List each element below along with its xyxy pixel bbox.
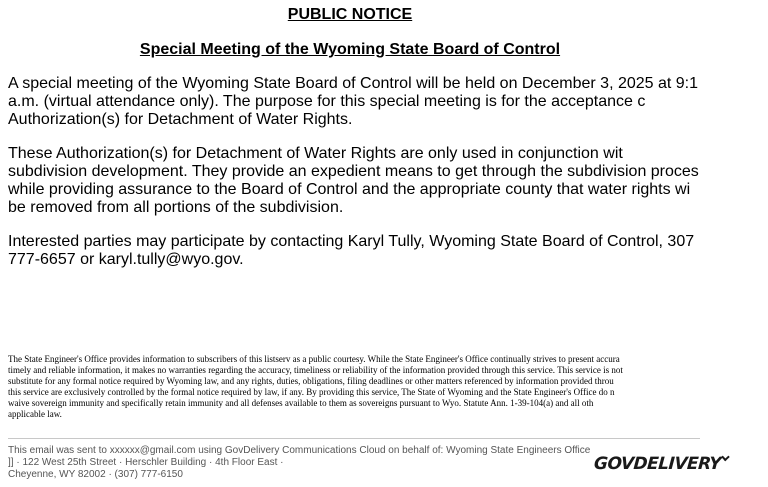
notice-heading: PUBLIC NOTICE xyxy=(287,6,413,23)
disclaimer-line: waive sovereign immunity and specifically retain immunity and all defenses available to them as sovereigns pursuant to Wyo. Statute Ann. 1-39-104(a) and all oth xyxy=(8,398,594,408)
govdelivery-logo-text: GOVDELIVERY xyxy=(593,454,722,474)
paragraph-meeting-announcement xyxy=(8,75,768,129)
footer-sent-to: This email was sent to xxxxxx@gmail.com using GovDelivery Communications Cloud on behalf of: Wyoming State Engineers Office xyxy=(8,445,591,456)
disclaimer-line: applicable law. xyxy=(8,409,62,419)
notice-subheading: Special Meeting of the Wyoming State Board of Control xyxy=(139,41,561,58)
paragraph-contact xyxy=(8,233,768,269)
paragraph-line: be removed from all portions of the subdivision. xyxy=(8,199,344,216)
paragraph-line: Interested parties may participate by contacting Karyl Tully, Wyoming State Board of Control, 307 xyxy=(8,233,695,250)
paragraph-line: subdivision development. They provide an expedient means to get through the subdivision proces xyxy=(8,163,699,180)
disclaimer-text xyxy=(8,354,768,420)
disclaimer-line: substitute for any formal notice required by Wyoming law, and any rights, duties, obligations, filing deadlines or other matters referenced by information provided throu xyxy=(8,376,614,386)
check-icon xyxy=(721,453,729,461)
paragraph-line: a.m. (virtual attendance only). The purpose for this special meeting is for the acceptance c xyxy=(8,93,646,110)
paragraph-line: 777-6657 or karyl.tully@wyo.gov. xyxy=(8,251,244,268)
footer xyxy=(8,445,608,481)
footer-city-phone: Cheyenne, WY 82002 · (307) 777-6150 xyxy=(8,469,183,480)
paragraph-line: These Authorization(s) for Detachment of Water Rights are only used in conjunction wit xyxy=(8,145,623,162)
paragraph-line: while providing assurance to the Board of Control and the appropriate county that water rights wi xyxy=(8,181,691,198)
footer-divider xyxy=(8,438,700,439)
disclaimer-line: timely and reliable information, it makes no warranties regarding the accuracy, timeliness or reliability of the information provided through this service. This service is not xyxy=(8,365,623,375)
disclaimer-line: this service are exclusively controlled by the formal notice required by law, if any. By providing this service, The State of Wyoming and the State Engineer's Office do n xyxy=(8,387,615,397)
paragraph-line: Authorization(s) for Detachment of Water Rights. xyxy=(8,111,353,128)
paragraph-authorization-purpose xyxy=(8,145,768,217)
govdelivery-logo[interactable] xyxy=(593,454,728,474)
footer-address: ]] · 122 West 25th Street · Herschler Building · 4th Floor East · xyxy=(8,457,284,468)
paragraph-line: A special meeting of the Wyoming State Board of Control will be held on December 3, 2025 at 9:1 xyxy=(8,75,699,92)
disclaimer-line: The State Engineer's Office provides information to subscribers of this listserv as a public courtesy. While the State Engineer's Office continually strives to present accura xyxy=(8,354,620,364)
